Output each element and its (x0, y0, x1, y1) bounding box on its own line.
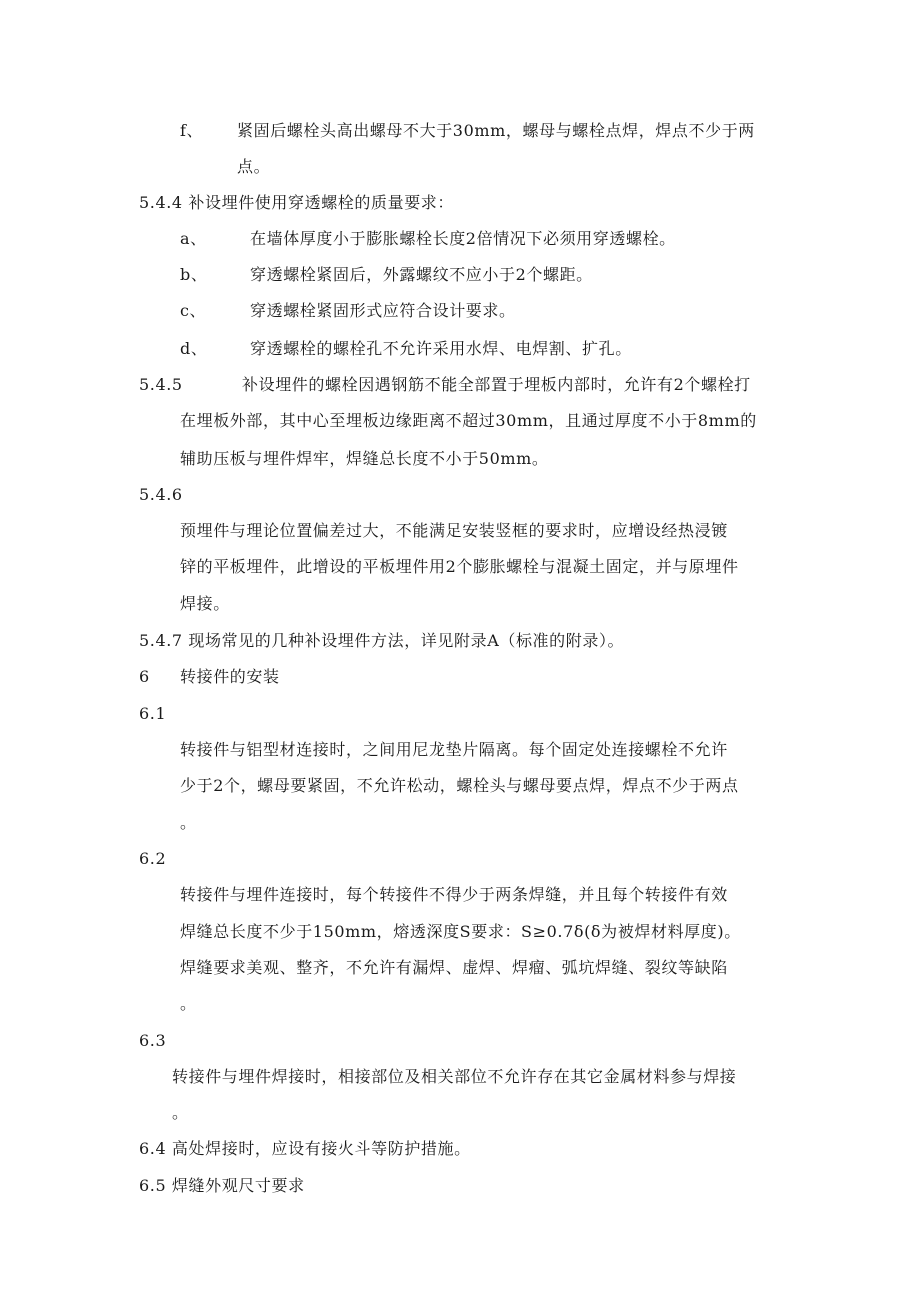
section-6-5: 6.5 焊缝外观尺寸要求 (139, 1176, 305, 1195)
section-6-2-line2: 焊缝总长度不少于150mm，熔透深度S要求：S≥0.7δ(δ为被焊材料厚度)。 (180, 922, 741, 941)
section-5-4-4-heading: 5.4.4 补设埋件使用穿透螺栓的质量要求： (139, 193, 454, 212)
section-6-2-number: 6.2 (139, 849, 167, 868)
list-item-marker: d、 (180, 339, 208, 358)
section-5-4-7: 5.4.7 现场常见的几种补设埋件方法，详见附录A（标准的附录）。 (139, 631, 625, 650)
section-6-1-line1: 转接件与铝型材连接时，之间用尼龙垫片隔离。每个固定处连接螺栓不允许 (180, 740, 728, 759)
section-6-2-line1: 转接件与埋件连接时，每个转接件不得少于两条焊缝，并且每个转接件有效 (180, 885, 728, 904)
section-6-2-line3: 焊缝要求美观、整齐，不允许有漏焊、虚焊、焊瘤、弧坑焊缝、裂纹等缺陷 (180, 958, 728, 977)
item-f-marker: f、 (180, 121, 204, 140)
section-6-number: 6 (139, 667, 150, 686)
list-item-text: 穿透螺栓的螺栓孔不允许采用水焊、电焊割、扩孔。 (250, 339, 632, 358)
section-5-4-5-line3: 辅助压板与埋件焊牢，焊缝总长度不小于50mm。 (180, 449, 549, 468)
section-6-4: 6.4 高处焊接时，应设有接火斗等防护措施。 (139, 1139, 471, 1158)
list-item-marker: b、 (180, 265, 208, 284)
section-6-1-number: 6.1 (139, 704, 167, 723)
section-6-1-line3: 。 (180, 813, 197, 832)
list-item-text: 穿透螺栓紧固形式应符合设计要求。 (250, 301, 516, 320)
section-6-title: 转接件的安装 (180, 667, 280, 686)
section-6-3-line1: 转接件与埋件焊接时，相接部位及相关部位不允许存在其它金属材料参与焊接 (172, 1067, 737, 1086)
section-5-4-6-number: 5.4.6 (139, 485, 183, 504)
section-6-2-line4: 。 (180, 994, 197, 1013)
item-f-text-line2: 点。 (237, 157, 271, 176)
section-6-1-line2: 少于2个，螺母要紧固，不允许松动，螺栓头与螺母要点焊，焊点不少于两点 (180, 776, 739, 795)
section-6-3-number: 6.3 (139, 1031, 167, 1050)
section-5-4-5-line2: 在埋板外部，其中心至埋板边缘距离不超过30mm，且通过厚度不小于8mm的 (180, 411, 757, 430)
item-f-text-line1: 紧固后螺栓头高出螺母不大于30mm，螺母与螺栓点焊，焊点不少于两 (237, 121, 755, 140)
section-5-4-6-line1: 预埋件与理论位置偏差过大，不能满足安装竖框的要求时，应增设经热浸镀 (180, 521, 728, 540)
section-5-4-6-line3: 焊接。 (180, 594, 230, 613)
section-5-4-5-line1: 补设埋件的螺栓因遇钢筋不能全部置于埋板内部时，允许有2个螺栓打 (242, 375, 751, 394)
list-item-marker: a、 (180, 229, 207, 248)
list-item-marker: c、 (180, 301, 207, 320)
list-item-text: 在墙体厚度小于膨胀螺栓长度2倍情况下必须用穿透螺栓。 (250, 229, 676, 248)
section-6-3-line2: 。 (172, 1103, 189, 1122)
section-5-4-6-line2: 锌的平板埋件，此增设的平板埋件用2个膨胀螺栓与混凝土固定，并与原埋件 (180, 557, 739, 576)
section-5-4-5-number: 5.4.5 (139, 375, 183, 394)
list-item-text: 穿透螺栓紧固后，外露螺纹不应小于2个螺距。 (250, 265, 593, 284)
